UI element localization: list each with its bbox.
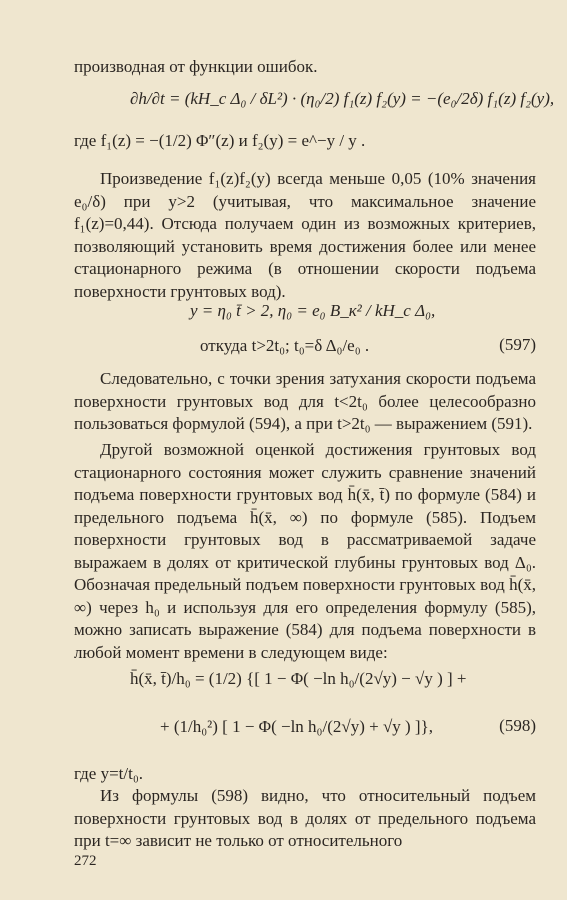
equation-597-line2: откуда t>2t₀; t₀=δ Δ₀/e₀ . [200,336,370,355]
equation-number-597: (597) [499,335,536,354]
equation-598-line1: h̄(x̄, t̄)/h₀ = (1/2) {[ 1 − Φ( −ln h₀/(2√y) − √y ) ] + [130,669,467,688]
equation-dh-dt: ∂h/∂t = (kH_c Δ₀ / δL²) · (η₀/2) f₁(z) f₂(y) = −(e₀/2δ) f₁(z) f₂(y), [130,89,555,108]
equation-597-line1: y = η₀ t̄ > 2, η₀ = e₀ B_к² / kH_c Δ₀, [190,301,436,320]
paragraph-intro: производная от функции ошибок. [74,57,318,76]
paragraph-consequence: Следовательно, с точки зрения затухания скорости подъема поверхности грунтовых вод для t<2t₀ более целесообразно пользоваться формулой (594), а при t>2t₀ — выражением (591). [74,369,536,433]
paragraph-steady-state: Другой возможной оценкой достижения грунтовых вод стационарного состояния может служить сравнение значений подъема поверхности грунтовых вод h̄(x̄, t̄) по формуле (584) и предельного подъема h̄(x̄, ∞) по формуле (585). Подъем поверхности грунтовых вод в рассматриваемой задаче выражаем в долях от критической глубины грунтовых вод Δ₀. Обозначая предельный подъем поверхности грунтовых вод h̄(x̄, ∞) через h₀ и используя для его определения формулу (585), можно записать выражение (584) для подъема поверхности в любой момент времени в следующем виде: [74,440,536,662]
paragraph-product: Произведение f₁(z)f₂(y) всегда меньше 0,05 (10% значения e₀/δ) при y>2 (учитывая, что максимальное значение f₁(z)=0,44). Отсюда получаем один из возможных критериев, позволяющий установить время достижения более или менее стационарного режима (в отношении скорости подъема поверхности грунтовых вод). [74,169,536,301]
paragraph-conclusion: Из формулы (598) видно, что относительный подъем поверхности грунтовых вод в долях от предельного подъема при t=∞ зависит не только от относительного [74,786,536,850]
paragraph-where-y: где y=t/t₀. [74,764,144,783]
equation-598-line2: + (1/h₀²) [ 1 − Φ( −ln h₀/(2√y) + √y ) ]}, [160,717,434,736]
equation-number-598: (598) [499,716,536,735]
page-number: 272 [74,853,97,869]
paragraph-where-f: где f₁(z) = −(1/2) Φ″(z) и f₂(y) = e^−y / y . [74,131,366,150]
